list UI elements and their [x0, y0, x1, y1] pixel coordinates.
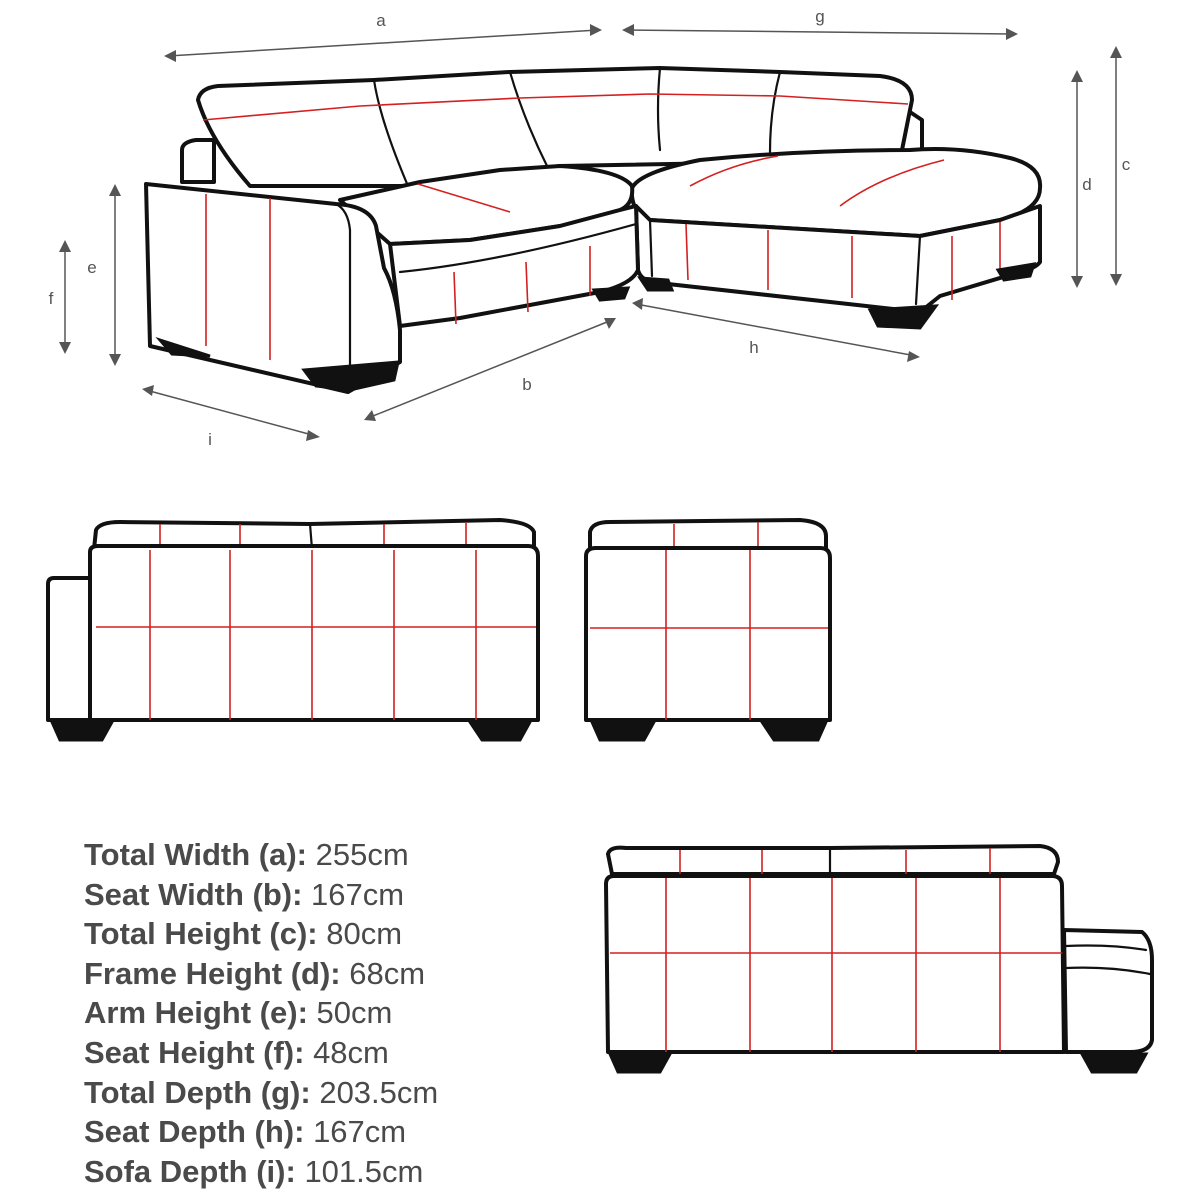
spec-label: Total Height (c) — [84, 916, 308, 952]
spec-label: Total Depth (g) — [84, 1074, 301, 1110]
spec-label: Seat Height (f) — [84, 1034, 295, 1070]
spec-label: Arm Height (e) — [84, 995, 298, 1031]
spec-label: Total Width (a) — [84, 837, 297, 872]
spec-label: Seat Width (b) — [84, 876, 293, 912]
spec-value: 50cm — [316, 995, 393, 1031]
spec-row: Seat Depth (h): 167cm — [84, 1114, 407, 1150]
dimensions-list — [84, 835, 604, 1191]
front-view-corner-unit — [586, 520, 830, 740]
front-view-left-unit — [48, 520, 538, 740]
spec-row: Frame Height (d): 68cm — [84, 955, 426, 991]
spec-row: Seat Width (b): 167cm — [84, 876, 405, 912]
spec-value: 68cm — [349, 955, 426, 991]
label-g: g — [815, 7, 825, 26]
spec-value: 203.5cm — [319, 1074, 439, 1110]
front-view-chaise-unit — [606, 846, 1152, 1072]
spec-row: Total Height (c): 80cm — [84, 916, 403, 952]
label-h: h — [749, 338, 759, 357]
label-i: i — [208, 430, 212, 449]
spec-value: 167cm — [313, 1114, 407, 1150]
spec-row: Arm Height (e): 50cm — [84, 995, 393, 1031]
label-a: a — [376, 11, 386, 30]
spec-value: 255cm — [315, 837, 409, 872]
spec-row: Seat Height (f): 48cm — [84, 1034, 389, 1070]
label-c: c — [1121, 155, 1131, 174]
spec-row: Total Depth (g): 203.5cm — [84, 1074, 439, 1110]
spec-value: 167cm — [311, 876, 405, 912]
corner-sofa-perspective — [146, 68, 1040, 392]
spec-label: Sofa Depth (i) — [84, 1153, 286, 1189]
label-e: e — [87, 258, 97, 277]
label-b: b — [522, 375, 532, 394]
spec-value: 48cm — [313, 1034, 389, 1070]
spec-value: 101.5cm — [304, 1153, 424, 1189]
spec-label: Frame Height (d) — [84, 955, 331, 991]
label-f: f — [48, 289, 54, 308]
spec-value: 80cm — [326, 916, 403, 952]
label-d: d — [1082, 175, 1092, 194]
spec-row: Sofa Depth (i): 101.5cm — [84, 1153, 424, 1189]
spec-row: Total Width (a): 255cm — [84, 837, 409, 872]
spec-label: Seat Depth (h) — [84, 1114, 295, 1150]
